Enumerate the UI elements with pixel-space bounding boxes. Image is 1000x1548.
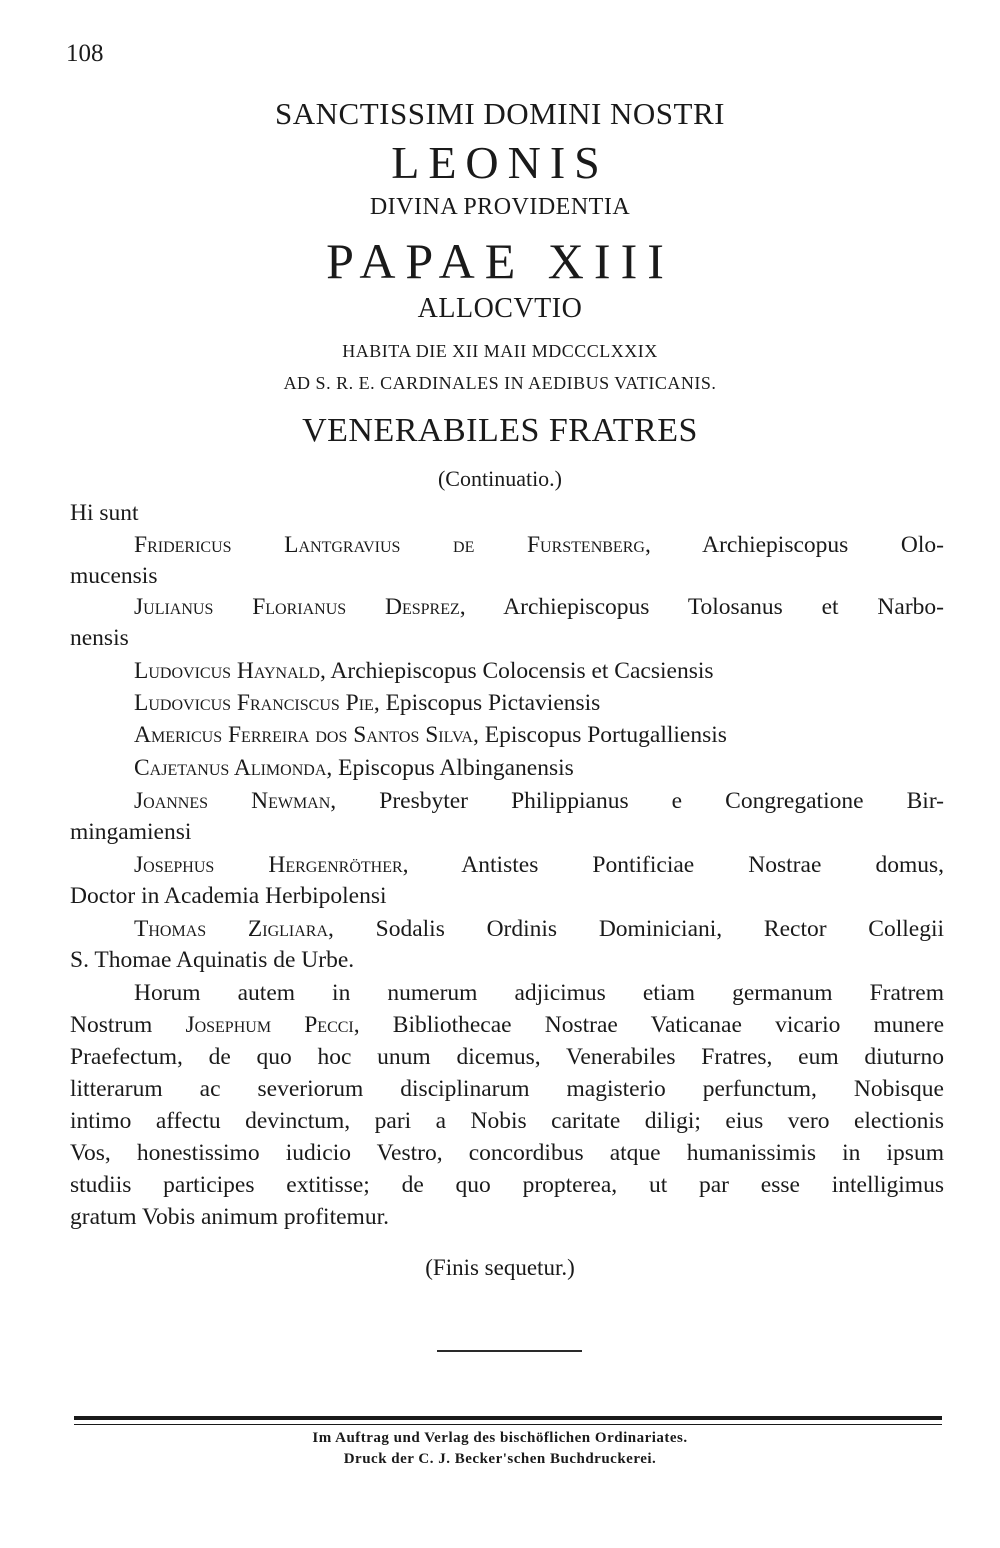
person-name: Ludovicus Haynald bbox=[134, 658, 320, 684]
person-name: Joannes Newman bbox=[134, 788, 331, 814]
heading-allocutio: ALLOCVTIO bbox=[417, 293, 583, 324]
entry-continuation: Doctor in Academia Herbipolensi bbox=[70, 883, 387, 909]
entry-line bbox=[70, 914, 944, 945]
entry-line bbox=[70, 786, 944, 817]
paragraph-text: , Bibliothecae Nostrae Vaticanae vicario munere bbox=[353, 1012, 944, 1038]
divider-footer-thin bbox=[74, 1424, 942, 1425]
entry-continuation: mucensis bbox=[70, 563, 158, 589]
paragraph-line: intimo affectu devinctum, pari a Nobis caritate diligi; eius vero electionis bbox=[70, 1108, 944, 1134]
entry-text: , Archiepiscopus Tolosanus et Narbo- bbox=[459, 594, 944, 620]
entry-text: , Episcopus Portugalliensis bbox=[472, 722, 727, 748]
entry-text: , Archiepiscopus Olo- bbox=[644, 532, 944, 558]
paragraph-text: Nostrum bbox=[70, 1012, 186, 1038]
paragraph-line: Praefectum, de quo hoc unum dicemus, Venerabiles Fratres, eum diuturno bbox=[70, 1044, 944, 1070]
paragraph-line: Horum autem in numerum adjicimus etiam germanum Fratrem bbox=[134, 980, 944, 1006]
entry-line bbox=[70, 850, 944, 881]
person-name: Ludovicus Franciscus Pie bbox=[134, 690, 374, 716]
entry-text: , Archiepiscopus Colocensis et Cacsiensis bbox=[319, 658, 714, 684]
heading-line-1: SANCTISSIMI DOMINI NOSTRI bbox=[275, 96, 725, 131]
imprint-line-2: Druck der C. J. Becker'schen Buchdruckerei. bbox=[343, 1451, 657, 1467]
person-name: Julianus Florianus Desprez bbox=[134, 594, 460, 620]
paragraph-line: gratum Vobis animum profitemur. bbox=[70, 1204, 389, 1230]
paragraph-line: Vos, honestissimo iudicio Vestro, concordibus atque humanissimis in ipsum bbox=[70, 1140, 944, 1166]
heading-divina-providentia: DIVINA PROVIDENTIA bbox=[369, 194, 631, 220]
heading-place: AD S. R. E. CARDINALES IN AEDIBUS VATICANIS. bbox=[283, 373, 717, 393]
entry-text: , Antistes Pontificiae Nostrae domus, bbox=[402, 852, 944, 878]
heading-papae: PAPAE XIII bbox=[326, 233, 674, 289]
heading-leonis: LEONIS bbox=[391, 137, 609, 188]
person-name: Americus Ferreira dos Santos Silva bbox=[134, 722, 473, 748]
person-name: Fridericus Lantgravius de Furstenberg bbox=[134, 532, 645, 558]
entry-continuation: nensis bbox=[70, 625, 129, 651]
imprint-line-1: Im Auftrag und Verlag des bischöflichen Ordinariates. bbox=[312, 1430, 688, 1446]
entry-line bbox=[70, 720, 944, 751]
entry-continuation: mingamiensi bbox=[70, 819, 192, 845]
entry-text: , Episcopus Albinganensis bbox=[326, 755, 574, 781]
entry-text: , Presbyter Philippianus e Congregatione Bir- bbox=[330, 788, 944, 814]
paragraph-line: litterarum ac severiorum disciplinarum magisterio perfunctum, Nobisque bbox=[70, 1076, 944, 1102]
divider-short bbox=[437, 1350, 582, 1352]
entry-continuation: S. Thomae Aquinatis de Urbe. bbox=[70, 947, 355, 973]
divider-footer-thick bbox=[74, 1416, 942, 1420]
intro-line: Hi sunt bbox=[70, 500, 139, 526]
entry-text: , Sodalis Ordinis Dominiciani, Rector Collegii bbox=[328, 916, 945, 942]
entry-line bbox=[70, 656, 944, 687]
entry-line bbox=[70, 688, 944, 719]
person-name: Thomas Zigliara bbox=[134, 916, 329, 942]
entry-text: , Episcopus Pictaviensis bbox=[373, 690, 601, 716]
heading-date: HABITA DIE XII MAII MDCCCLXXIX bbox=[342, 341, 658, 361]
entry-line bbox=[70, 530, 944, 561]
person-name: Josephum Pecci bbox=[185, 1012, 354, 1038]
person-name: Josephus Hergenröther bbox=[134, 852, 403, 878]
continuatio-label: (Continuatio.) bbox=[437, 466, 563, 491]
page-number: 108 bbox=[66, 40, 104, 67]
finis-sequetur: (Finis sequetur.) bbox=[425, 1255, 575, 1280]
person-name: Cajetanus Alimonda bbox=[134, 755, 327, 781]
entry-line bbox=[70, 753, 944, 784]
heading-venerabiles-fratres: VENERABILES FRATRES bbox=[302, 412, 698, 449]
paragraph-line bbox=[70, 1010, 944, 1041]
paragraph-line: studiis participes extitisse; de quo propterea, ut par esse intelligimus bbox=[70, 1172, 944, 1198]
entry-line bbox=[70, 592, 944, 623]
